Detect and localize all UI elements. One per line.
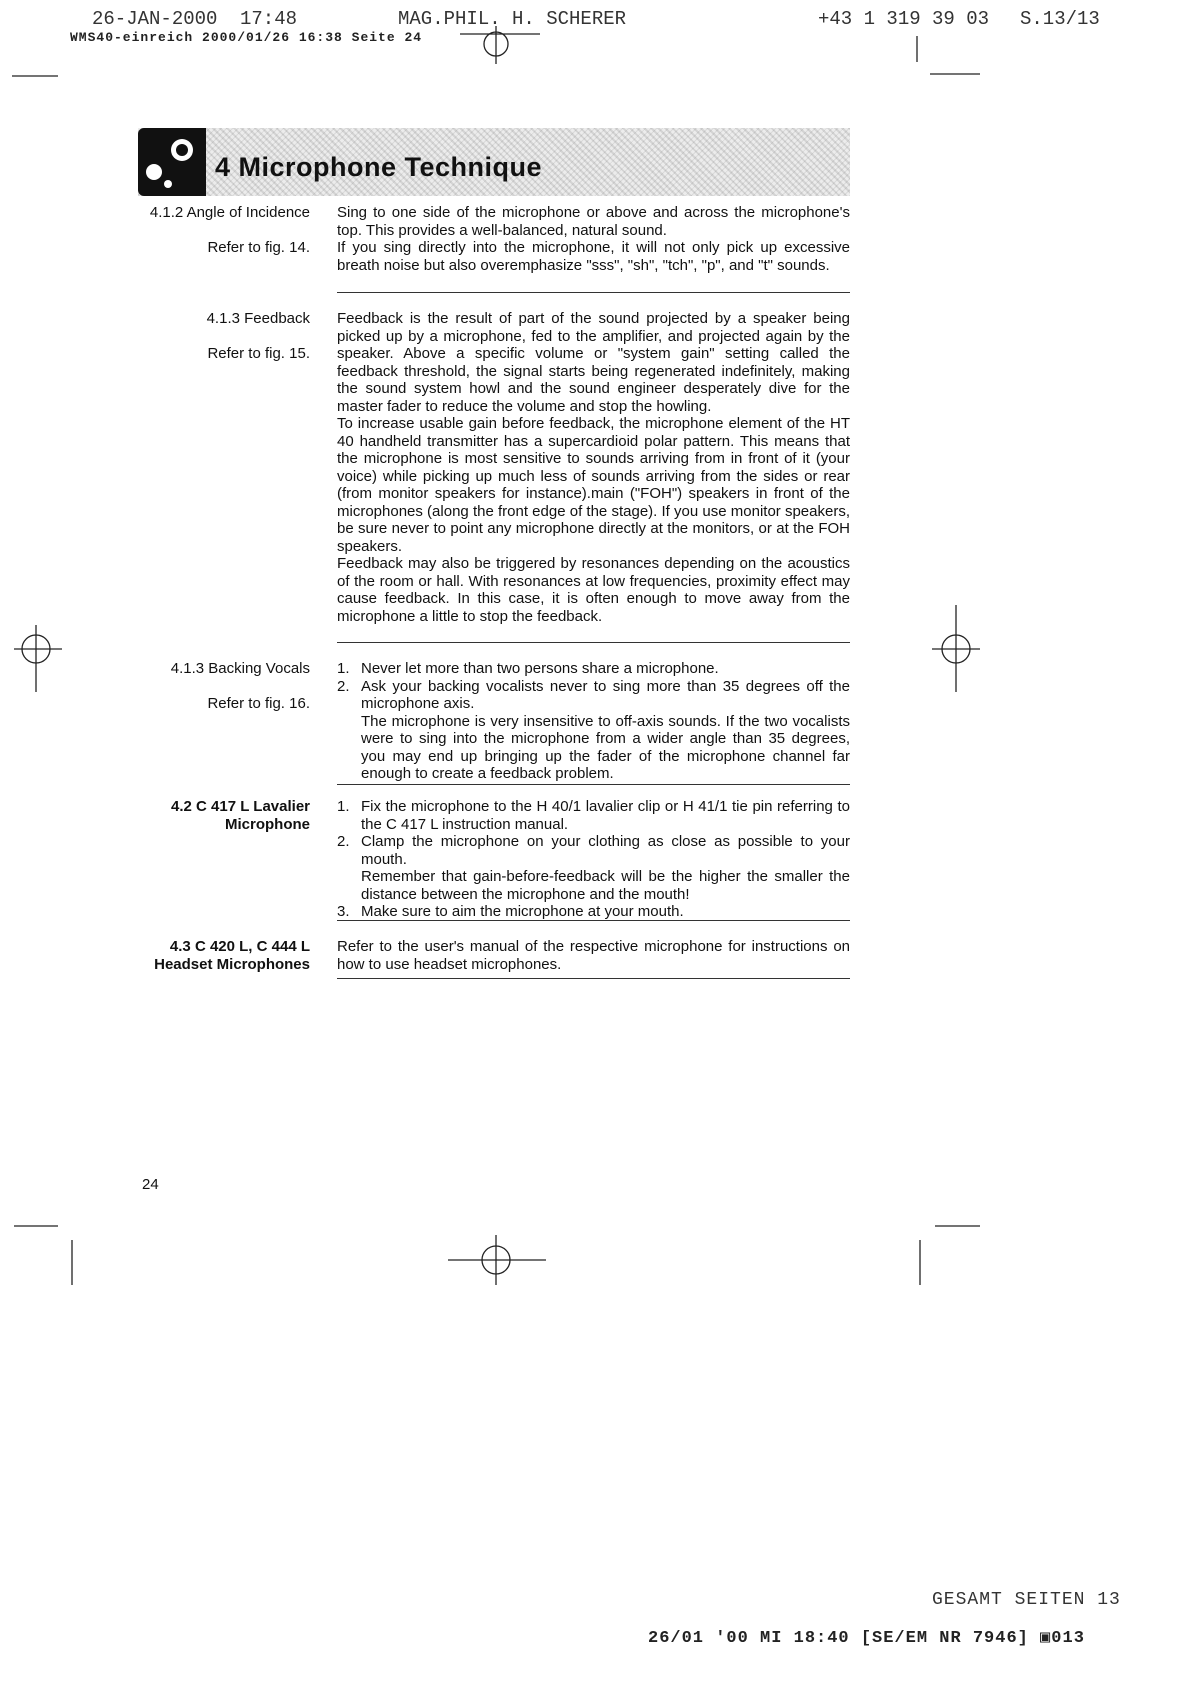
- feedback-paragraph-2: To increase usable gain before feedback, the microphone element of the HT 40 handheld transmitter has a supercardioid polar pattern. This means that the microphone is most sensitive to sounds arriving from in front of it (your voice) while picking up much less of sounds arriving from the sides or rear (from monitor speakers for instance).main ("FOH") speakers in front of the microphones (along the front edge of the stage). If you use monitor speakers, be sure never to point any microphone directly at the monitors, or at the FOH speakers.: [337, 415, 850, 555]
- backing-label-col: [140, 660, 310, 712]
- feedback-figure-ref: Refer to fig. 15.: [207, 344, 310, 362]
- lavalier-label-col: [140, 798, 310, 833]
- backing-body: [337, 660, 850, 783]
- lavalier-heading: 4.2 C 417 L Lavalier: [171, 798, 310, 815]
- headset-heading: 4.3 C 420 L, C 444 L: [169, 938, 310, 955]
- fax-page: S.13/13: [1020, 8, 1100, 30]
- section-title: 4 Microphone Technique: [215, 152, 543, 182]
- block-backing-vocals: [140, 660, 850, 788]
- angle-body: [337, 204, 850, 274]
- angle-figure-ref: Refer to fig. 14.: [207, 238, 310, 256]
- fax-sender: MAG.PHIL. H. SCHERER: [398, 8, 627, 30]
- list-item: [337, 903, 850, 921]
- list-item: [337, 678, 850, 783]
- backing-heading: 4.1.3 Backing Vocals: [170, 660, 310, 677]
- feedback-paragraph-3: Feedback may also be triggered by resonances depending on the acoustics of the room or hall. With resonances at low frequencies, proximity effect may cause feedback. In this case, it is often enough to move away from the microphone a little to stop the feedback.: [337, 555, 850, 625]
- lavalier-body: [337, 798, 850, 921]
- angle-label-col: [140, 204, 310, 256]
- divider: [337, 920, 850, 921]
- fax-time: 17:48: [240, 8, 298, 30]
- divider: [337, 292, 850, 293]
- block-angle-of-incidence: [140, 204, 850, 294]
- fax-footer-line: 26/01 '00 MI 18:40 [SE/EM NR 7946] ▣013: [648, 1629, 1085, 1648]
- block-lavalier: [140, 798, 850, 922]
- list-number: 2.: [337, 833, 350, 850]
- fax-header-line2: WMS40-einreich 2000/01/26 16:38 Seite 24: [70, 30, 423, 45]
- list-text: Make sure to aim the microphone at your mouth.: [361, 903, 684, 920]
- backing-list: [337, 660, 850, 783]
- list-note: Remember that gain-before-feedback will be the higher the smaller the distance between the microphone and the mouth!: [361, 868, 850, 903]
- list-text: Never let more than two persons share a microphone.: [361, 660, 719, 677]
- list-text: Fix the microphone to the H 40/1 lavalier clip or H 41/1 tie pin referring to the C 417 L instruction manual.: [361, 798, 850, 833]
- fax-date: 26-JAN-2000: [92, 8, 218, 30]
- fax-phone: +43 1 319 39 03: [818, 8, 990, 30]
- divider: [337, 784, 850, 785]
- list-number: 2.: [337, 677, 350, 695]
- divider: [337, 642, 850, 643]
- angle-paragraph-2: If you sing directly into the microphone, it will not only pick up excessive breath noise but also overemphasize "sss", "sh", "tch", "p", and "t" sounds.: [337, 239, 850, 274]
- headset-heading-2: Headset Microphones: [154, 955, 310, 973]
- headset-paragraph: Refer to the user's manual of the respective microphone for instructions on how to use headset microphones.: [337, 938, 850, 973]
- headset-body: [337, 938, 850, 973]
- list-number: 3.: [337, 903, 350, 920]
- headset-label-col: [140, 938, 310, 973]
- list-item: [337, 833, 850, 903]
- lavalier-list: [337, 798, 850, 921]
- lavalier-heading-2: Microphone: [225, 815, 310, 833]
- list-note: The microphone is very insensitive to off-axis sounds. If the two vocalists were to sing into the microphone from a wider angle than 35 degrees, you may end up bringing up the fader of the microphone channel far enough to create a feedback problem.: [361, 712, 850, 782]
- feedback-body: [337, 310, 850, 625]
- backing-figure-ref: Refer to fig. 16.: [207, 694, 310, 712]
- angle-heading: 4.1.2 Angle of Incidence: [149, 204, 310, 221]
- feedback-heading: 4.1.3 Feedback: [206, 310, 310, 327]
- list-item: [337, 660, 850, 678]
- block-feedback: [140, 310, 850, 644]
- list-item: [337, 798, 850, 833]
- fax-footer-total: GESAMT SEITEN 13: [932, 1590, 1121, 1610]
- feedback-paragraph-1: Feedback is the result of part of the sound projected by a speaker being picked up by a microphone, fed to the amplifier, and projected again by the speaker. Above a specific volume or "system gain" setting called the feedback threshold, the signal starts being regenerated indefinitely, making the sound system howl and the sound engineer desperately dive for the master fader to reduce the volume and stop the howling.: [337, 310, 850, 415]
- block-headset: [140, 938, 850, 982]
- angle-paragraph-1: Sing to one side of the microphone or above and across the microphone's top. This provides a well-balanced, natural sound.: [337, 204, 850, 239]
- page-number: 24: [142, 1176, 159, 1193]
- divider: [337, 978, 850, 979]
- list-number: 1.: [337, 660, 350, 677]
- list-text: Clamp the microphone on your clothing as close as possible to your mouth.: [361, 833, 850, 868]
- list-number: 1.: [337, 798, 350, 815]
- list-text: Ask your backing vocalists never to sing more than 35 degrees off the microphone axis.: [361, 677, 850, 712]
- feedback-label-col: [140, 310, 310, 362]
- microphone-logo-icon: [138, 128, 206, 196]
